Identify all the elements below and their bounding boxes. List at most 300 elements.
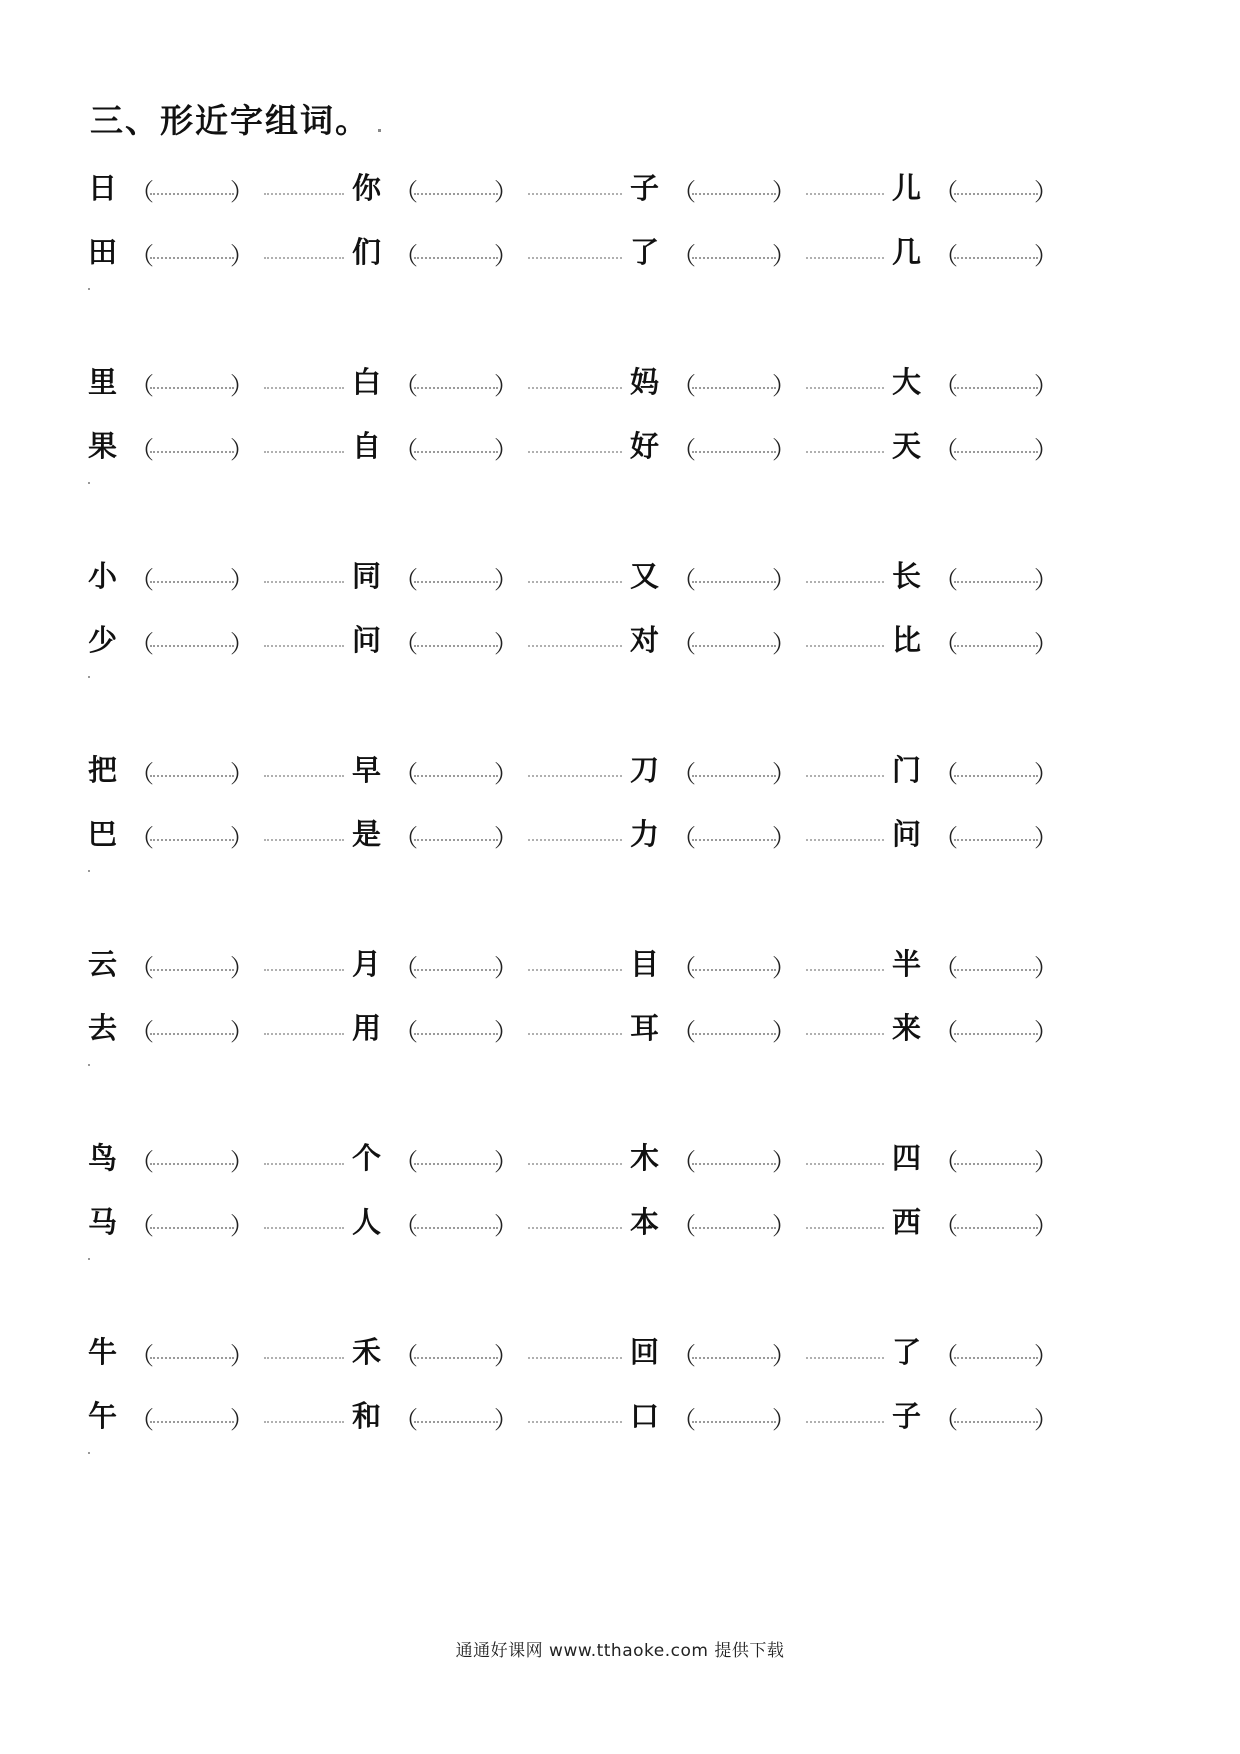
close-paren: ）: [230, 824, 254, 852]
separator-dot: [88, 1258, 90, 1260]
answer-blank[interactable]: [670, 1200, 798, 1240]
word-row: [0, 618, 1240, 658]
target-character: 木: [630, 1140, 660, 1175]
answer-blank[interactable]: [392, 618, 520, 658]
dotted-filler: [528, 166, 622, 206]
answer-blank[interactable]: [392, 424, 520, 464]
close-paren: ）: [230, 760, 254, 788]
word-item: [892, 618, 1060, 658]
target-character: 目: [630, 946, 660, 981]
answer-blank[interactable]: [128, 942, 256, 982]
open-paren: （: [934, 436, 958, 464]
separator-dot: [88, 676, 90, 678]
word-item: [352, 1136, 520, 1176]
dotted-filler: [528, 942, 622, 982]
dotted-filler: [528, 1394, 622, 1434]
open-paren: （: [130, 1342, 154, 1370]
dotted-filler: [264, 1330, 344, 1370]
close-paren: ）: [494, 1406, 518, 1434]
target-character: 是: [352, 816, 382, 851]
open-paren: （: [934, 1406, 958, 1434]
dotted-answer-line: [954, 645, 1038, 647]
dotted-answer-line: [414, 257, 498, 259]
word-item: [352, 360, 520, 400]
word-item: [892, 230, 1060, 270]
dotted-answer-line: [150, 581, 234, 583]
dotted-filler: [806, 1006, 884, 1046]
open-paren: （: [394, 436, 418, 464]
close-paren: ）: [1034, 824, 1058, 852]
open-paren: （: [394, 372, 418, 400]
open-paren: （: [394, 824, 418, 852]
dotted-filler: [806, 360, 884, 400]
target-character: 禾: [352, 1334, 382, 1369]
open-paren: （: [934, 1212, 958, 1240]
answer-blank[interactable]: [932, 748, 1060, 788]
target-character: 好: [630, 428, 660, 463]
word-row: [0, 1136, 1240, 1176]
target-character: 子: [630, 170, 660, 205]
dotted-answer-line: [954, 1421, 1038, 1423]
answer-blank[interactable]: [670, 424, 798, 464]
open-paren: （: [934, 1148, 958, 1176]
word-item: [88, 360, 256, 400]
open-paren: （: [672, 242, 696, 270]
open-paren: （: [672, 1148, 696, 1176]
dotted-answer-line: [414, 645, 498, 647]
word-row: [0, 1006, 1240, 1046]
word-item: [630, 424, 798, 464]
word-item: [892, 812, 1060, 852]
dotted-answer-line: [150, 839, 234, 841]
open-paren: （: [130, 1212, 154, 1240]
word-item: [630, 230, 798, 270]
dotted-answer-line: [954, 839, 1038, 841]
word-item: [352, 424, 520, 464]
word-item: [630, 166, 798, 206]
word-item: [630, 554, 798, 594]
word-item: [630, 812, 798, 852]
open-paren: （: [130, 954, 154, 982]
dotted-filler: [806, 424, 884, 464]
word-item: [88, 424, 256, 464]
word-row: [0, 554, 1240, 594]
target-character: 果: [88, 428, 118, 463]
dotted-answer-line: [150, 1227, 234, 1229]
dotted-answer-line: [954, 451, 1038, 453]
target-character: 子: [892, 1398, 922, 1433]
open-paren: （: [672, 566, 696, 594]
answer-blank[interactable]: [128, 360, 256, 400]
word-item: [88, 1330, 256, 1370]
open-paren: （: [672, 372, 696, 400]
dotted-answer-line: [150, 387, 234, 389]
word-row: [0, 360, 1240, 400]
close-paren: ）: [230, 372, 254, 400]
word-row: [0, 748, 1240, 788]
dotted-filler: [806, 1136, 884, 1176]
close-paren: ）: [1034, 566, 1058, 594]
word-item: [630, 1394, 798, 1434]
close-paren: ）: [494, 1148, 518, 1176]
dotted-answer-line: [692, 1357, 776, 1359]
answer-blank[interactable]: [392, 230, 520, 270]
open-paren: （: [934, 566, 958, 594]
word-item: [88, 230, 256, 270]
close-paren: ）: [230, 1212, 254, 1240]
dotted-answer-line: [150, 451, 234, 453]
answer-blank[interactable]: [932, 424, 1060, 464]
open-paren: （: [130, 566, 154, 594]
open-paren: （: [934, 1342, 958, 1370]
dotted-filler: [264, 618, 344, 658]
word-item: [352, 1330, 520, 1370]
answer-blank[interactable]: [670, 1136, 798, 1176]
answer-blank[interactable]: [932, 942, 1060, 982]
answer-blank[interactable]: [932, 812, 1060, 852]
open-paren: （: [934, 178, 958, 206]
target-character: 又: [630, 558, 660, 593]
dotted-answer-line: [954, 969, 1038, 971]
word-item: [892, 1394, 1060, 1434]
close-paren: ）: [772, 1342, 796, 1370]
word-item: [892, 554, 1060, 594]
close-paren: ）: [230, 630, 254, 658]
target-character: 早: [352, 752, 382, 787]
answer-blank[interactable]: [670, 1330, 798, 1370]
word-item: [352, 942, 520, 982]
open-paren: （: [672, 760, 696, 788]
answer-blank[interactable]: [932, 166, 1060, 206]
target-character: 本: [630, 1204, 660, 1239]
close-paren: ）: [494, 630, 518, 658]
answer-blank[interactable]: [128, 424, 256, 464]
open-paren: （: [394, 1342, 418, 1370]
separator-dot: [88, 482, 90, 484]
title-text: 三、形近字组词。: [90, 101, 370, 140]
word-item: [352, 1200, 520, 1240]
dotted-filler: [806, 812, 884, 852]
target-character: 了: [630, 234, 660, 269]
target-character: 长: [892, 558, 922, 593]
target-character: 儿: [892, 170, 922, 205]
open-paren: （: [394, 1018, 418, 1046]
open-paren: （: [672, 1018, 696, 1046]
word-item: [630, 360, 798, 400]
dotted-answer-line: [954, 387, 1038, 389]
answer-blank[interactable]: [932, 1330, 1060, 1370]
open-paren: （: [394, 1406, 418, 1434]
dotted-answer-line: [692, 581, 776, 583]
target-character: 半: [892, 946, 922, 981]
close-paren: ）: [1034, 954, 1058, 982]
answer-blank[interactable]: [392, 1200, 520, 1240]
target-character: 用: [352, 1010, 382, 1045]
dotted-answer-line: [954, 257, 1038, 259]
dotted-answer-line: [414, 1421, 498, 1423]
dotted-answer-line: [414, 839, 498, 841]
close-paren: ）: [772, 824, 796, 852]
dotted-filler: [264, 942, 344, 982]
answer-blank[interactable]: [392, 1394, 520, 1434]
answer-blank[interactable]: [392, 360, 520, 400]
close-paren: ）: [494, 760, 518, 788]
close-paren: ）: [1034, 1406, 1058, 1434]
dotted-answer-line: [150, 1357, 234, 1359]
answer-blank[interactable]: [392, 748, 520, 788]
open-paren: （: [394, 178, 418, 206]
target-character: 们: [352, 234, 382, 269]
word-item: [892, 1006, 1060, 1046]
dotted-filler: [528, 1006, 622, 1046]
target-character: 自: [352, 428, 382, 463]
target-character: 巴: [88, 816, 118, 851]
word-item: [352, 812, 520, 852]
close-paren: ）: [1034, 372, 1058, 400]
word-item: [88, 618, 256, 658]
answer-blank[interactable]: [670, 812, 798, 852]
dotted-answer-line: [414, 1357, 498, 1359]
close-paren: ）: [494, 1018, 518, 1046]
answer-blank[interactable]: [932, 1200, 1060, 1240]
answer-blank[interactable]: [128, 1006, 256, 1046]
dotted-answer-line: [414, 969, 498, 971]
word-item: [88, 812, 256, 852]
dotted-filler: [264, 360, 344, 400]
open-paren: （: [130, 760, 154, 788]
close-paren: ）: [772, 242, 796, 270]
answer-blank[interactable]: [932, 1006, 1060, 1046]
open-paren: （: [130, 824, 154, 852]
dotted-filler: [528, 1330, 622, 1370]
word-item: [352, 1394, 520, 1434]
answer-blank[interactable]: [392, 1006, 520, 1046]
word-item: [630, 1006, 798, 1046]
answer-blank[interactable]: [670, 748, 798, 788]
close-paren: ）: [230, 242, 254, 270]
word-item: [352, 230, 520, 270]
answer-blank[interactable]: [392, 554, 520, 594]
target-character: 大: [892, 364, 922, 399]
dotted-filler: [528, 554, 622, 594]
open-paren: （: [672, 1406, 696, 1434]
word-row: [0, 166, 1240, 206]
target-character: 鸟: [88, 1140, 118, 1175]
dotted-answer-line: [954, 1227, 1038, 1229]
dotted-filler: [264, 230, 344, 270]
dotted-filler: [264, 748, 344, 788]
close-paren: ）: [494, 242, 518, 270]
answer-blank[interactable]: [392, 1330, 520, 1370]
answer-blank[interactable]: [670, 1006, 798, 1046]
answer-blank[interactable]: [932, 1394, 1060, 1434]
word-item: [352, 554, 520, 594]
answer-blank[interactable]: [392, 166, 520, 206]
dotted-filler: [806, 554, 884, 594]
answer-blank[interactable]: [670, 166, 798, 206]
answer-blank[interactable]: [932, 1136, 1060, 1176]
word-item: [630, 748, 798, 788]
answer-blank[interactable]: [128, 554, 256, 594]
target-character: 力: [630, 816, 660, 851]
target-character: 比: [892, 622, 922, 657]
close-paren: ）: [230, 436, 254, 464]
close-paren: ）: [230, 1148, 254, 1176]
separator-dot: [88, 1064, 90, 1066]
answer-blank[interactable]: [128, 230, 256, 270]
open-paren: （: [394, 954, 418, 982]
dotted-answer-line: [692, 839, 776, 841]
word-item: [88, 1200, 256, 1240]
dotted-answer-line: [954, 1357, 1038, 1359]
word-item: [892, 1136, 1060, 1176]
answer-blank[interactable]: [392, 1136, 520, 1176]
dotted-filler: [806, 618, 884, 658]
dotted-answer-line: [414, 193, 498, 195]
target-character: 耳: [630, 1010, 660, 1045]
footer-source: 通通好课网 www.tthaoke.com 提供下载: [455, 1641, 785, 1661]
dotted-filler: [806, 942, 884, 982]
dotted-answer-line: [414, 387, 498, 389]
close-paren: ）: [772, 436, 796, 464]
close-paren: ）: [1034, 1148, 1058, 1176]
dotted-filler: [264, 1006, 344, 1046]
close-paren: ）: [1034, 1018, 1058, 1046]
answer-blank[interactable]: [932, 618, 1060, 658]
word-item: [88, 942, 256, 982]
target-character: 里: [88, 364, 118, 399]
dotted-answer-line: [414, 1033, 498, 1035]
answer-blank[interactable]: [670, 554, 798, 594]
answer-blank[interactable]: [932, 554, 1060, 594]
target-character: 了: [892, 1334, 922, 1369]
open-paren: （: [672, 630, 696, 658]
word-row: [0, 1200, 1240, 1240]
close-paren: ）: [230, 1342, 254, 1370]
answer-blank[interactable]: [670, 360, 798, 400]
answer-blank[interactable]: [128, 166, 256, 206]
answer-blank[interactable]: [670, 1394, 798, 1434]
word-item: [892, 1200, 1060, 1240]
close-paren: ）: [494, 1342, 518, 1370]
word-item: [352, 1006, 520, 1046]
answer-blank[interactable]: [932, 360, 1060, 400]
open-paren: （: [394, 630, 418, 658]
target-character: 马: [88, 1204, 118, 1239]
target-character: 少: [88, 622, 118, 657]
dotted-filler: [806, 748, 884, 788]
open-paren: （: [130, 1018, 154, 1046]
answer-blank[interactable]: [128, 1200, 256, 1240]
open-paren: （: [130, 242, 154, 270]
dotted-answer-line: [692, 451, 776, 453]
word-item: [88, 1006, 256, 1046]
dotted-answer-line: [692, 193, 776, 195]
word-row: [0, 1330, 1240, 1370]
close-paren: ）: [1034, 242, 1058, 270]
open-paren: （: [934, 1018, 958, 1046]
word-item: [892, 424, 1060, 464]
target-character: 去: [88, 1010, 118, 1045]
dotted-filler: [806, 230, 884, 270]
open-paren: （: [672, 178, 696, 206]
dotted-filler: [264, 554, 344, 594]
close-paren: ）: [230, 1018, 254, 1046]
answer-blank[interactable]: [128, 618, 256, 658]
answer-blank[interactable]: [392, 942, 520, 982]
dotted-answer-line: [414, 1227, 498, 1229]
word-item: [630, 618, 798, 658]
dotted-answer-line: [692, 645, 776, 647]
dotted-answer-line: [414, 451, 498, 453]
separator-dot: [88, 288, 90, 290]
word-item: [892, 360, 1060, 400]
dotted-answer-line: [692, 969, 776, 971]
dotted-filler: [528, 1200, 622, 1240]
word-item: [352, 618, 520, 658]
close-paren: ）: [1034, 1212, 1058, 1240]
dotted-answer-line: [150, 969, 234, 971]
close-paren: ）: [230, 566, 254, 594]
target-character: 四: [892, 1140, 922, 1175]
answer-blank[interactable]: [670, 230, 798, 270]
answer-blank[interactable]: [128, 1330, 256, 1370]
open-paren: （: [130, 436, 154, 464]
open-paren: （: [672, 954, 696, 982]
answer-blank[interactable]: [670, 618, 798, 658]
close-paren: ）: [772, 1018, 796, 1046]
close-paren: ）: [772, 760, 796, 788]
dotted-answer-line: [954, 581, 1038, 583]
close-paren: ）: [772, 372, 796, 400]
close-paren: ）: [1034, 760, 1058, 788]
answer-blank[interactable]: [128, 748, 256, 788]
target-character: 问: [352, 622, 382, 657]
close-paren: ）: [1034, 436, 1058, 464]
answer-blank[interactable]: [128, 1136, 256, 1176]
word-item: [630, 1136, 798, 1176]
open-paren: （: [130, 372, 154, 400]
answer-blank[interactable]: [670, 942, 798, 982]
answer-blank[interactable]: [128, 1394, 256, 1434]
open-paren: （: [672, 1342, 696, 1370]
target-character: 人: [352, 1204, 382, 1239]
target-character: 西: [892, 1204, 922, 1239]
word-item: [352, 166, 520, 206]
target-character: 日: [88, 170, 118, 205]
dotted-answer-line: [414, 775, 498, 777]
dotted-answer-line: [692, 775, 776, 777]
target-character: 回: [630, 1334, 660, 1369]
close-paren: ）: [772, 1148, 796, 1176]
open-paren: （: [672, 1212, 696, 1240]
target-character: 同: [352, 558, 382, 593]
close-paren: ）: [494, 436, 518, 464]
open-paren: （: [394, 760, 418, 788]
answer-blank[interactable]: [128, 812, 256, 852]
answer-blank[interactable]: [932, 230, 1060, 270]
dotted-answer-line: [150, 775, 234, 777]
open-paren: （: [934, 954, 958, 982]
target-character: 几: [892, 234, 922, 269]
open-paren: （: [130, 178, 154, 206]
answer-blank[interactable]: [392, 812, 520, 852]
open-paren: （: [934, 242, 958, 270]
target-character: 午: [88, 1398, 118, 1433]
open-paren: （: [394, 1148, 418, 1176]
close-paren: ）: [772, 566, 796, 594]
dotted-filler: [264, 1136, 344, 1176]
